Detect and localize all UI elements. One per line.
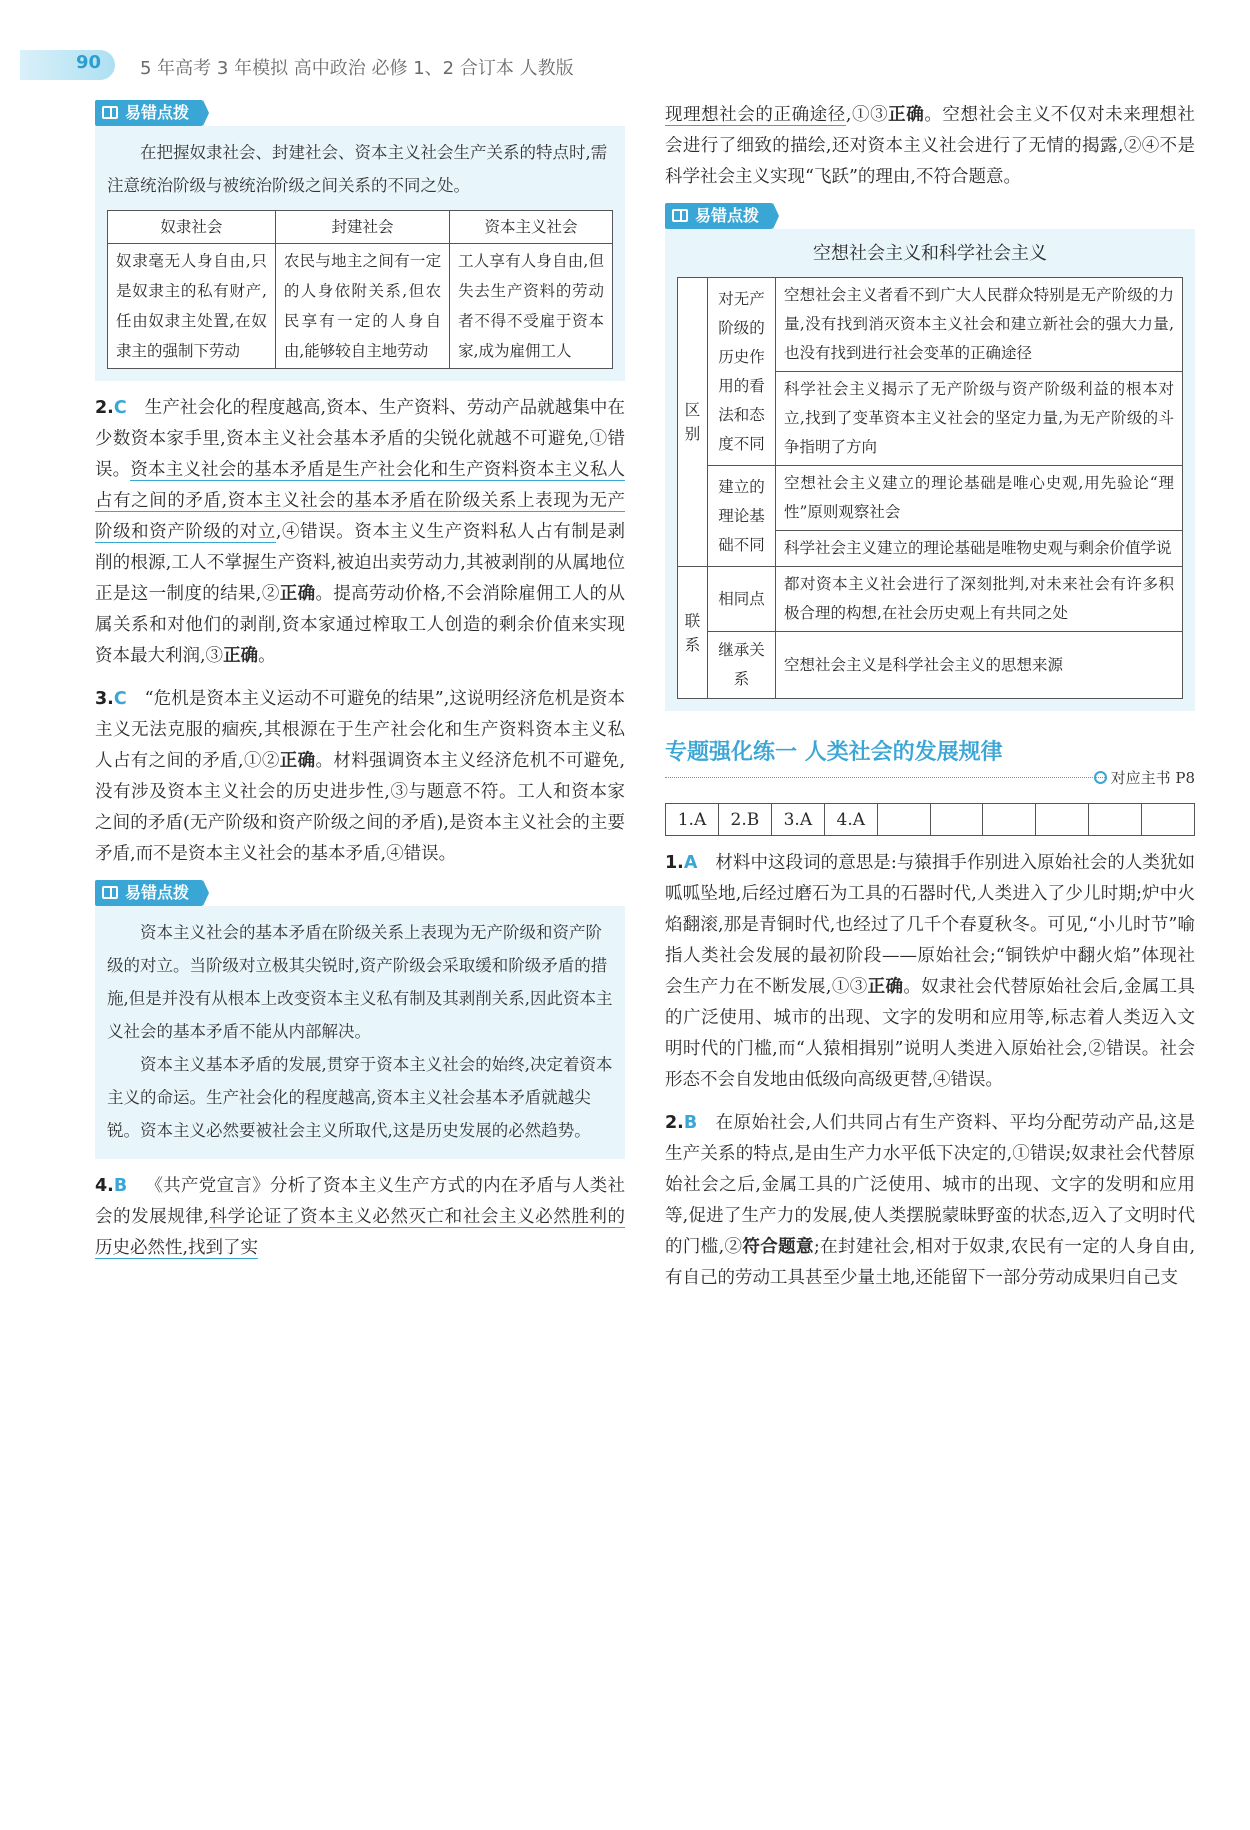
page-header bbox=[20, 50, 1230, 84]
group-label-difference: 区别 bbox=[678, 278, 708, 567]
answer-key-cell: 1.A bbox=[666, 804, 719, 836]
row-label: 建立的理论基础不同 bbox=[708, 466, 776, 567]
answer-letter: B bbox=[683, 1113, 698, 1133]
tip-box-3 bbox=[665, 229, 1195, 711]
table-cell: 空想社会主义是科学社会主义的思想来源 bbox=[776, 632, 1183, 699]
section-divider bbox=[665, 777, 1105, 778]
book-icon bbox=[102, 886, 118, 899]
answer-2: 2.C 生产社会化的程度越高,资本、生产资料、劳动产品就越集中在少数资本家手里,资本主义社会基本矛盾的尖锐化就越不可避免,①错误。资本主义社会的基本矛盾是生产社会化和生产资料资本主义私人占有之间的矛盾,资本主义社会的基本矛盾在阶级关系上表现为无产阶级和资产阶级的对立,④错误。资本主义生产资料私人占有制是剥削的根源,工人不掌握生产资料,被迫出卖劳动力,其被剥削的从属地位正是这一制度的结果,②正确。提高劳动价格,不会消除雇佣工人的从属关系和对他们的剥削,资本家通过榨取工人创造的剩余价值来实现资本最大利润,③正确。 bbox=[95, 398, 626, 666]
answer-letter: C bbox=[113, 689, 127, 709]
tip-box-2 bbox=[95, 906, 625, 1159]
left-column bbox=[95, 100, 625, 1264]
tip-badge: 易错点拨 bbox=[95, 880, 203, 906]
underlined-text: 资本主义社会的基本矛盾是生产社会化和生产资料资本主义私人占有之间的矛盾,资本主义社会的基本矛盾在阶级关系上表现为无产阶级和资产阶级的对立 bbox=[95, 460, 626, 542]
underlined-text: 现理想社会的正确途径 bbox=[665, 105, 846, 125]
tip-badge: 易错点拨 bbox=[95, 100, 203, 126]
answer-key-cell bbox=[1036, 804, 1089, 836]
table-cell: 奴隶毫无人身自由,只是奴隶主的私有财产,任由奴隶主处置,在奴隶主的强制下劳动 bbox=[108, 244, 276, 369]
book-title: 5 年高考 3 年模拟 高中政治 必修 1、2 合订本 人教版 bbox=[140, 58, 574, 79]
table-cell: 农民与地主之间有一定的人身依附关系,但农民享有一定的人身自由,能够较自主地劳动 bbox=[275, 244, 449, 369]
underlined-text: 科学论证了资本主义必然灭亡和社会主义必然胜利的历史必然性,找到了实 bbox=[95, 1207, 626, 1258]
row-label: 相同点 bbox=[708, 567, 776, 632]
answer-key-cell bbox=[877, 804, 930, 836]
socialism-comparison-table bbox=[677, 277, 1183, 699]
comparison-title: 空想社会主义和科学社会主义 bbox=[813, 243, 1047, 264]
answer-letter: C bbox=[113, 398, 127, 418]
group-label-connection: 联系 bbox=[678, 567, 708, 699]
answer-key-cell bbox=[1142, 804, 1195, 836]
answer-key-cell: 4.A bbox=[824, 804, 877, 836]
answer-key-cell: 3.A bbox=[771, 804, 824, 836]
answer-key-cell bbox=[1089, 804, 1142, 836]
answer-letter: B bbox=[113, 1176, 128, 1196]
answer-3: 3.C “危机是资本主义运动不可避免的结果”,这说明经济危机是资本主义无法克服的痼疾,其根源在于生产社会化和生产资料资本主义私人占有之间的矛盾,①②正确。材料强调资本主义经济危机不可避免,没有涉及资本主义社会的历史进步性,③与题意不符。工人和资本家之间的矛盾(无产阶级和资产阶级之间的矛盾),是资本主义社会的主要矛盾,而不是资本主义社会的基本矛盾,④错误。 bbox=[95, 689, 626, 864]
right-column bbox=[665, 100, 1195, 1294]
tip-text: 资本主义社会的基本矛盾在阶级关系上表现为无产阶级和资产阶级的对立。当阶级对立极其尖锐时,资产阶级会采取缓和阶级矛盾的措施,但是并没有从根本上改变资本主义私有制及其剥削关系,因此资本主义社会的基本矛盾不能从内部解决。 bbox=[107, 923, 613, 1041]
table-cell: 科学社会主义揭示了无产阶级与资产阶级利益的根本对立,找到了变革资本主义社会的坚定力量,为无产阶级的斗争指明了方向 bbox=[776, 372, 1183, 466]
table-header: 奴隶社会 bbox=[108, 211, 276, 244]
answer-key-cell bbox=[983, 804, 1036, 836]
table-cell: 空想社会主义建立的理论基础是唯心史观,用先验论“理性”原则观察社会 bbox=[776, 466, 1183, 531]
answer-4: 4.B 《共产党宣言》分析了资本主义生产方式的内在矛盾与人类社会的发展规律,科学论证了资本主义必然灭亡和社会主义必然胜利的历史必然性,找到了实 bbox=[95, 1176, 626, 1258]
table-header: 封建社会 bbox=[275, 211, 449, 244]
row-label: 继承关系 bbox=[708, 632, 776, 699]
exercise-answer-2: 2.B 在原始社会,人们共同占有生产资料、平均分配劳动产品,这是生产关系的特点,是由生产力水平低下决定的,①错误;奴隶社会代替原始社会之后,金属工具的广泛使用、城市的出现、文字的发明和应用等,促进了生产力的发展,使人类摆脱蒙昧野蛮的状态,迈入了文明时代的门槛,②符合题意;在封建社会,相对于奴隶,农民有一定的人身自由,有自己的劳动工具甚至少量土地,还能留下一部分劳动成果归自己支 bbox=[665, 1113, 1196, 1288]
tip-text: 资本主义基本矛盾的发展,贯穿于资本主义社会的始终,决定着资本主义的命运。生产社会化的程度越高,资本主义社会基本矛盾就越尖锐。资本主义必然要被社会主义所取代,这是历史发展的必然趋势。 bbox=[107, 1055, 613, 1140]
book-icon bbox=[102, 106, 118, 119]
section-reference: 对应主书 P8 bbox=[1094, 767, 1195, 788]
table-header: 资本主义社会 bbox=[450, 211, 613, 244]
answer-key-cell: 2.B bbox=[718, 804, 771, 836]
table-cell: 科学社会主义建立的理论基础是唯物史观与剩余价值学说 bbox=[776, 531, 1183, 567]
answer-4-continued: 现理想社会的正确途径,①③正确。空想社会主义不仅对未来理想社会进行了细致的描绘,还对资本主义社会进行了无情的揭露,②④不是科学社会主义实现“飞跃”的理由,不符合题意。 bbox=[665, 105, 1196, 187]
table-cell: 都对资本主义社会进行了深刻批判,对未来社会有许多积极合理的构想,在社会历史观上有共同之处 bbox=[776, 567, 1183, 632]
row-label: 对无产阶级的历史作用的看法和态度不同 bbox=[708, 278, 776, 466]
answer-letter: A bbox=[683, 853, 698, 873]
section-title: 专题强化练一 人类社会的发展规律 bbox=[665, 740, 1003, 765]
table-cell: 空想社会主义者看不到广大人民群众特别是无产阶级的力量,没有找到消灭资本主义社会和建立新社会的强大力量,也没有找到进行社会变革的正确途径 bbox=[776, 278, 1183, 372]
magnifier-icon bbox=[1094, 771, 1107, 784]
book-icon bbox=[672, 209, 688, 222]
tip-badge: 易错点拨 bbox=[665, 203, 773, 229]
answer-key-table bbox=[665, 803, 1195, 836]
section-heading bbox=[665, 733, 1195, 787]
society-comparison-table bbox=[107, 210, 613, 369]
tip-box-1 bbox=[95, 126, 625, 381]
tip-text: 在把握奴隶社会、封建社会、资本主义社会生产关系的特点时,需注意统治阶级与被统治阶级之间关系的不同之处。 bbox=[107, 143, 608, 195]
page-number: 90 bbox=[76, 52, 102, 73]
exercise-answer-1: 1.A 材料中这段词的意思是:与猿揖手作别进入原始社会的人类犹如呱呱坠地,后经过磨石为工具的石器时代,人类进入了少儿时期;炉中火焰翻滚,那是青铜时代,也经过了几千个春夏秋冬。可见,“小儿时节”喻指人类社会发展的最初阶段——原始社会;“铜铁炉中翻火焰”体现社会生产力在不断发展,①③正确。奴隶社会代替原始社会后,金属工具的广泛使用、城市的出现、文字的发明和应用等,标志着人类迈入文明时代的门槛,而“人猿相揖别”说明人类进入原始社会,②错误。社会形态不会自发地由低级向高级更替,④错误。 bbox=[665, 853, 1196, 1090]
answer-key-cell bbox=[930, 804, 983, 836]
table-cell: 工人享有人身自由,但失去生产资料的劳动者不得不受雇于资本家,成为雇佣工人 bbox=[450, 244, 613, 369]
